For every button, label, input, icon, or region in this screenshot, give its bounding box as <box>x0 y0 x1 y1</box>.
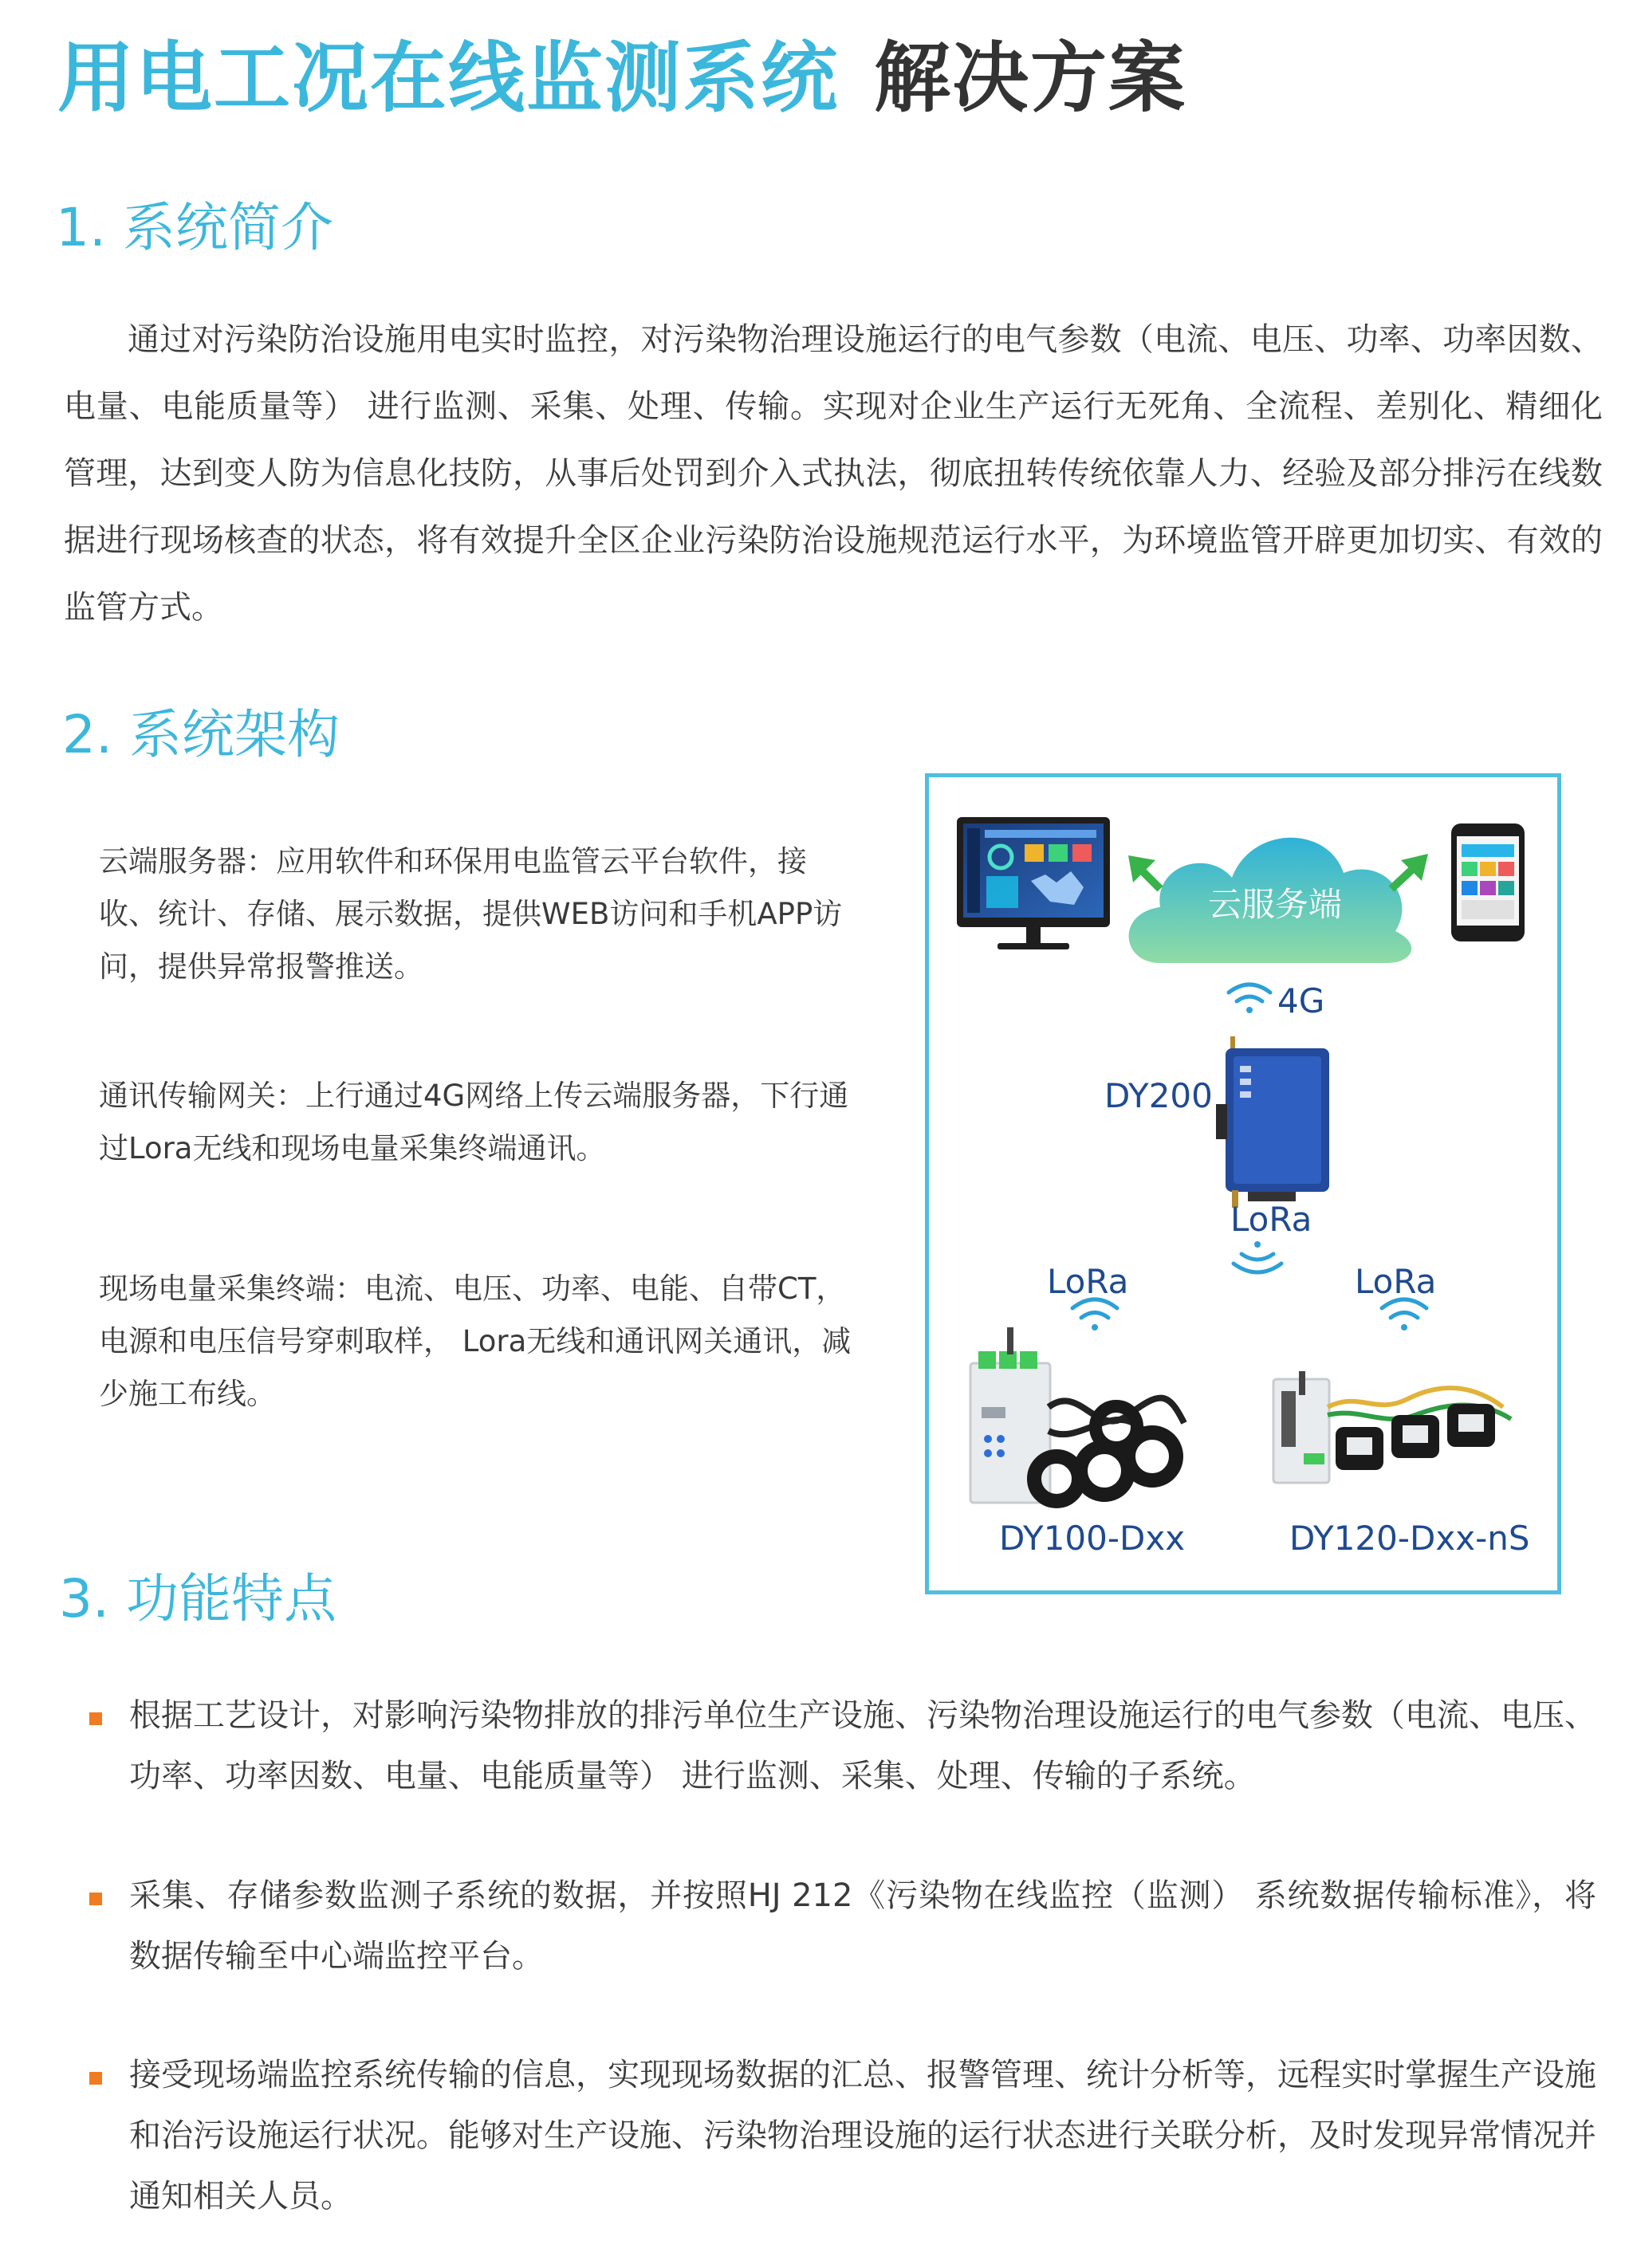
meter-device-right-image <box>1273 1371 1511 1483</box>
page-title-main: 用电工况在线监测系统 <box>57 33 839 123</box>
left-lora-label: LoRa <box>1047 1262 1129 1301</box>
architecture-diagram <box>925 773 1561 1594</box>
section-heading-intro: 1. 系统简介 <box>56 197 333 258</box>
intro-paragraph: 通过对污染防治设施用电实时监控，对污染物治理设施运行的电气参数（电流、电压、功率、功率因数、电量、电能质量等） 进行监测、采集、处理、传输。实现对企业生产运行无死角、全流程、差别化、精细化管理，达到变人防为信息化技防，从事后处罚到介入式执法，彻底扭转传统依靠人力、经验及部分排污在线数据进行现场核查的状态，将有效提升全区企业污染防治设施规范运行水平，为环境监管开辟更加切实、有效的监管方式。 <box>64 321 1603 626</box>
section-heading-architecture: 2. 系统架构 <box>62 704 340 765</box>
monitor-icon <box>957 817 1110 949</box>
page-title <box>57 30 1186 126</box>
wifi-icon-gateway <box>1234 1241 1281 1272</box>
bullet-square-icon <box>89 2072 102 2085</box>
meter-device-left-image <box>970 1327 1184 1503</box>
device-left-label: DY100-Dxx <box>999 1519 1186 1558</box>
feature-item <box>89 1685 1596 1806</box>
wifi-icon-left <box>1072 1299 1117 1331</box>
bullet-square-icon <box>89 1712 102 1725</box>
feature-text: 根据工艺设计，对影响污染物排放的排污单位生产设施、污染物治理设施运行的电气参数（电流、电压、功率、功率因数、电量、电能质量等） 进行监测、采集、处理、传输的子系统。 <box>129 1697 1596 1794</box>
feature-text: 采集、存储参数监测子系统的数据，并按照HJ 212《污染物在线监控（监测） 系统数据传输标准》，将数据传输至中心端监控平台。 <box>129 1877 1596 1975</box>
gateway-lora-label: LoRa <box>1230 1200 1312 1239</box>
arrow-icon-left <box>1128 855 1160 889</box>
feature-text: 接受现场端监控系统传输的信息，实现现场数据的汇总、报警管理、统计分析等，远程实时掌握生产设施和治污设施运行状况。能够对生产设施、污染物治理设施的运行状态进行关联分析，及时发现异常情况并通知相关人员。 <box>129 2057 1596 2215</box>
feature-item <box>89 2045 1596 2227</box>
page-title-sub: 解决方案 <box>874 33 1186 123</box>
feature-item <box>89 1865 1596 1987</box>
gateway-label: DY200 <box>1104 1076 1213 1115</box>
section-heading-features: 3. 功能特点 <box>59 1568 336 1629</box>
arrow-icon-right <box>1391 854 1428 889</box>
smartphone-icon <box>1451 823 1525 941</box>
gateway-device-image <box>1216 1036 1329 1208</box>
wifi-icon-right <box>1382 1299 1426 1331</box>
bullet-square-icon <box>89 1893 102 1905</box>
cloud-server-description: 云端服务器：应用软件和环保用电监管云平台软件，接收、统计、存储、展示数据，提供WEB访问和手机APP访问，提供异常报警推送。 <box>99 844 843 984</box>
wifi-icon-4g <box>1229 985 1270 1013</box>
device-right-label: DY120-Dxx-nS <box>1289 1519 1530 1558</box>
terminal-description: 现场电量采集终端：电流、电压、功率、电能、自带CT，电源和电压信号穿刺取样， Lora无线和通讯网关通讯，减少施工布线。 <box>99 1272 852 1411</box>
right-lora-label: LoRa <box>1355 1262 1437 1301</box>
uplink-label: 4G <box>1277 981 1325 1020</box>
cloud-label: 云服务端 <box>1208 885 1343 924</box>
gateway-description: 通讯传输网关：上行通过4G网络上传云端服务器，下行通过Lora无线和现场电量采集终端通讯。 <box>99 1079 849 1165</box>
